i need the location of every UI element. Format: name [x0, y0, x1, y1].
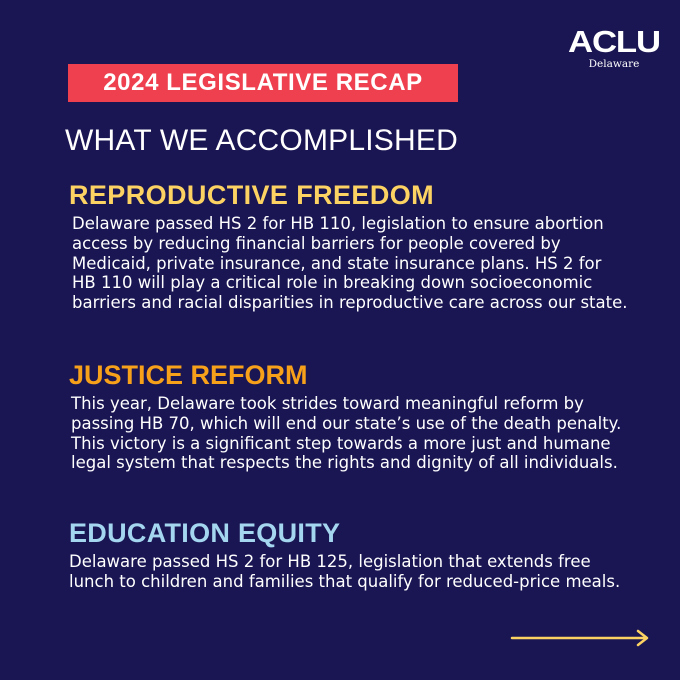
arrow-right-icon[interactable]	[510, 627, 652, 649]
section-justice-reform	[69, 360, 629, 473]
section-heading: JUSTICE REFORM	[69, 360, 308, 390]
section-body: Delaware passed HS 2 for HB 110, legislation to ensure abortion access by reducing financial barriers for people covered by Medicaid, private insurance, and state insurance plans. HS 2 for HB 110 will play a critical role in breaking down socioeconomic barriers and racial disparities in reproductive care across our state.	[72, 214, 628, 313]
page-title: WHAT WE ACCOMPLISHED	[65, 124, 458, 157]
section-heading: EDUCATION EQUITY	[69, 518, 341, 548]
recap-banner	[68, 64, 458, 102]
section-reproductive-freedom	[69, 180, 629, 313]
logo-subtitle: Delaware	[588, 58, 640, 70]
section-education-equity	[69, 518, 629, 592]
logo-mark: ACLU	[568, 24, 660, 59]
section-body: Delaware passed HS 2 for HB 125, legislation that extends free lunch to children and families that qualify for reduced-price meals.	[69, 552, 621, 591]
section-heading: REPRODUCTIVE FREEDOM	[69, 180, 435, 210]
banner-text: 2024 LEGISLATIVE RECAP	[103, 69, 423, 96]
section-body: This year, Delaware took strides toward meaningful reform by passing HB 70, which will end our state’s use of the death penalty. This victory is a significant step towards a more just and humane legal system that respects the rights and dignity of all individuals.	[71, 394, 622, 473]
aclu-delaware-logo	[568, 24, 660, 70]
